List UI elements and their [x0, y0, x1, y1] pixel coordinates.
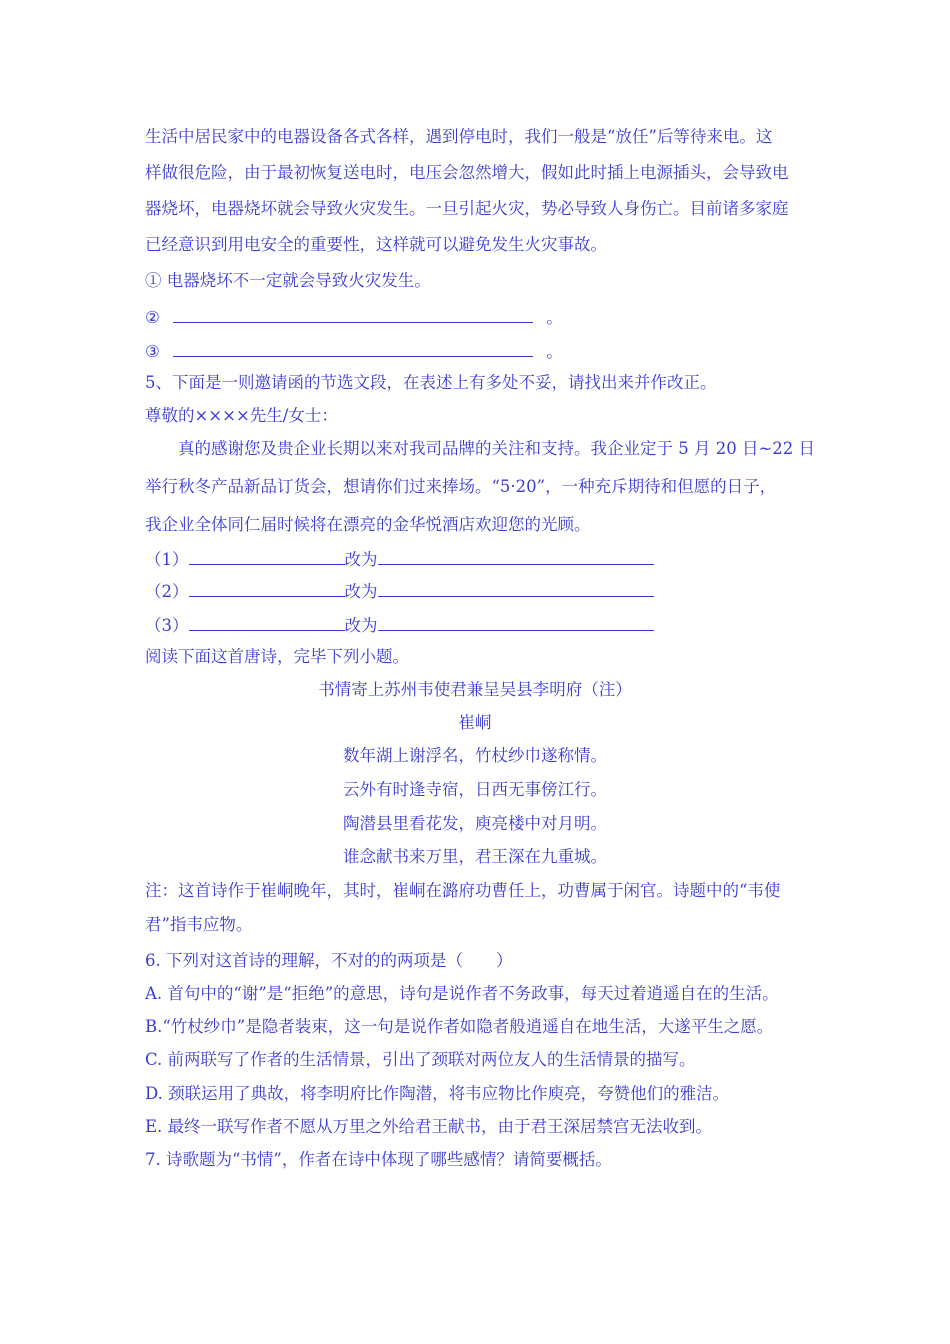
q5-item-2-change-label: 改为: [344, 582, 378, 601]
poem-author: 崔峒: [458, 713, 492, 732]
q5-item-1-wrong-blank[interactable]: [189, 548, 345, 565]
q5-item-2-num: （2）: [145, 582, 189, 601]
q5-title: 5、下面是一则邀请函的节选文段，在表述上有多处不妥，请找出来并作改正。: [145, 373, 717, 392]
passage-line-4: 已经意识到用电安全的重要性，这样就可以避免发生火灾事故。: [145, 235, 607, 254]
q5-item-2: [145, 580, 654, 603]
poem-intro: 阅读下面这首唐诗，完毕下列小题。: [145, 647, 409, 666]
answer-2-marker: ②: [145, 308, 160, 327]
q6-option-c: C. 前两联写了作者的生活情景，引出了颈联对两位友人的生活情景的描写。: [145, 1050, 696, 1069]
poem-line-3: 陶潜县里看花发，庾亮楼中对月明。: [343, 814, 607, 833]
poem-line-1: 数年湖上谢浮名，竹杖纱巾遂称情。: [343, 746, 607, 765]
q5-body-line-1: 真的感谢您及贵企业长期以来对我司品牌的关注和支持。我企业定于 5 月 20 日~22 日: [178, 439, 816, 458]
poem-line-4: 谁念献书来万里，君王深在九重城。: [343, 847, 607, 866]
answer-2-row: [145, 306, 563, 329]
poem-line-2: 云外有时逢寺宿，日西无事傍江行。: [343, 780, 607, 799]
q6-option-b: B.“竹杖纱巾”是隐者装束，这一句是说作者如隐者般逍遥自在地生活，大遂平生之愿。: [145, 1017, 774, 1036]
passage-line-2: 样做很危险，由于最初恢复送电时，电压会忽然增大，假如此时插上电源插头，会导致电: [145, 163, 789, 182]
q6-title: 6. 下列对这首诗的理解，不对的的两项是（ ）: [145, 951, 513, 970]
q5-item-2-fix-blank[interactable]: [378, 580, 654, 597]
answer-3-blank[interactable]: [173, 340, 533, 357]
answer-2-blank[interactable]: [173, 306, 533, 323]
q5-item-1-fix-blank[interactable]: [378, 548, 654, 565]
q5-item-3-num: （3）: [145, 616, 189, 635]
answer-3-end: 。: [546, 342, 563, 361]
q5-item-3-change-label: 改为: [344, 616, 378, 635]
q5-item-1: [145, 548, 654, 571]
q5-item-3-fix-blank[interactable]: [378, 614, 654, 631]
poem-title: 书情寄上苏州韦使君兼呈吴县李明府（注）: [318, 680, 632, 699]
q5-body-line-2: 举行秋冬产品新品订货会，想请你们过来捧场。“5·20”，一种充斥期待和但愿的日子，: [145, 477, 777, 496]
q5-salutation: 尊敬的××××先生/女士：: [145, 406, 338, 425]
q5-item-1-num: （1）: [145, 550, 189, 569]
q6-option-a: A. 首句中的“谢”是“拒绝”的意思，诗句是说作者不务政事，每天过着逍遥自在的生活。: [145, 984, 779, 1003]
q5-item-3: [145, 614, 654, 637]
q5-item-2-wrong-blank[interactable]: [189, 580, 345, 597]
poem-note-line-2: 君”指韦应物。: [145, 915, 253, 934]
q5-body-line-3: 我企业全体同仁届时候将在漂亮的金华悦酒店欢迎您的光顾。: [145, 515, 591, 534]
passage-line-1: 生活中居民家中的电器设备各式各样，遇到停电时，我们一般是“放任”后等待来电。这: [145, 127, 773, 146]
q5-item-3-wrong-blank[interactable]: [189, 614, 345, 631]
passage-line-3: 器烧坏，电器烧坏就会导致火灾发生。一旦引起火灾，势必导致人身伤亡。目前诸多家庭: [145, 199, 789, 218]
answer-3-marker: ③: [145, 342, 160, 361]
poem-note-line-1: 注：这首诗作于崔峒晚年，其时，崔峒在潞府功曹任上，功曹属于闲官。诗题中的“韦使: [145, 881, 781, 900]
q5-item-1-change-label: 改为: [344, 550, 378, 569]
answer-1: ① 电器烧坏不一定就会导致火灾发生。: [145, 271, 431, 290]
answer-3-row: [145, 340, 563, 363]
q6-option-d: D. 颈联运用了典故，将李明府比作陶潜，将韦应物比作庾亮，夸赞他们的雅洁。: [145, 1084, 730, 1103]
q7-title: 7. 诗歌题为“书情”，作者在诗中体现了哪些感情？请简要概括。: [145, 1150, 612, 1169]
answer-2-end: 。: [546, 308, 563, 327]
q6-option-e: E. 最终一联写作者不愿从万里之外给君王献书，由于君王深居禁宫无法收到。: [145, 1117, 713, 1136]
